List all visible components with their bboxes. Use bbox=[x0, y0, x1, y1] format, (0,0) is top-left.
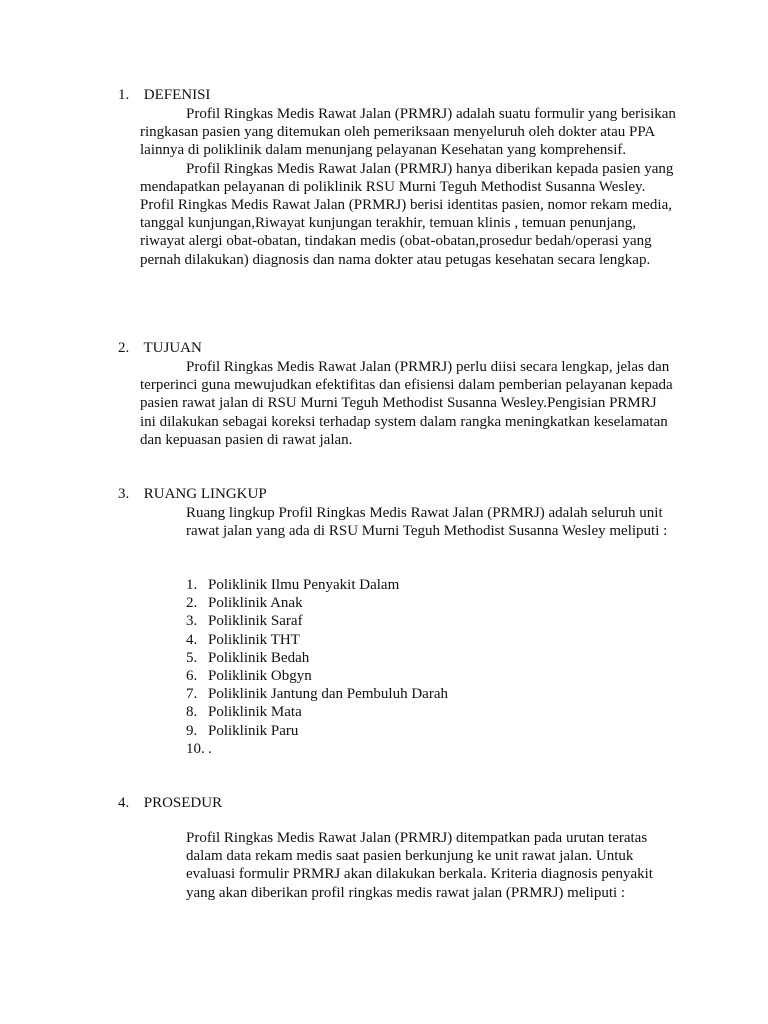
section-2-body bbox=[140, 358, 676, 449]
section-3-body bbox=[186, 504, 676, 540]
list-item: 1. Poliklinik Ilmu Penyakit Dalam bbox=[186, 577, 400, 593]
section-title: RUANG LINGKUP bbox=[143, 486, 267, 502]
list-item: 7. Poliklinik Jantung dan Pembuluh Darah bbox=[186, 686, 448, 703]
section-title: DEFENISI bbox=[143, 87, 211, 103]
section-2-heading bbox=[118, 340, 202, 357]
section-number: 3. bbox=[118, 486, 130, 502]
list-item: 4. Poliklinik THT bbox=[186, 631, 300, 648]
list-item: 3. Poliklinik Saraf bbox=[186, 613, 303, 630]
poliklinik-list bbox=[186, 576, 448, 758]
section-title: TUJUAN bbox=[143, 340, 202, 356]
list-item: 10. . bbox=[186, 740, 212, 757]
paragraph: Profil Ringkas Medis Rawat Jalan (PRMRJ) adalah suatu formulir yang berisikan ringkasan pasien yang ditemukan oleh pemeriksaan menyeluruh oleh dokter atau PPA lainnya di poliklinik dalam menunjang pelayanan Kesehatan yang komprehensif. bbox=[140, 106, 676, 159]
paragraph: Profil Ringkas Medis Rawat Jalan (PRMRJ) ditempatkan pada urutan teratas dalam data rekam medis saat pasien berkunjung ke unit rawat jalan. Untuk evaluasi formulir PRMRJ akan dilakukan berkala. Kriteria diagnosis penyakit yang akan diberikan profil ringkas medis rawat jalan (PRMRJ) meliputi : bbox=[186, 830, 653, 901]
list-item: 6. Poliklinik Obgyn bbox=[186, 668, 312, 685]
list-item: 8. Poliklinik Mata bbox=[186, 704, 302, 721]
section-number: 1. bbox=[118, 87, 130, 103]
paragraph: Profil Ringkas Medis Rawat Jalan (PRMRJ) perlu diisi secara lengkap, jelas dan terperinci guna mewujudkan efektifitas dan efisiensi dalam pemberian pelayanan kepada pasien rawat jalan di RSU Murni Teguh Methodist Susanna Wesley.Pengisian PRMRJ ini dilakukan sebagai koreksi terhadap system dalam rangka meningkatkan keselamatan dan kepuasan pasien di rawat jalan. bbox=[140, 359, 673, 448]
paragraph: Profil Ringkas Medis Rawat Jalan (PRMRJ) hanya diberikan kepada pasien yang mendapatkan pelayanan di poliklinik RSU Murni Teguh Methodist Susanna Wesley. Profil Ringkas Medis Rawat Jalan (PRMRJ) berisi identitas pasien, nomor rekam media, tanggal kunjungan,Riwayat kunjungan terakhir, temuan klinis , temuan penunjang, riwayat alergi obat-obatan, tindakan medis (obat-obatan,prosedur bedah/operasi yang pernah dilakukan) diagnosis dan nama dokter atau petugas kesehatan secara lengkap. bbox=[140, 160, 674, 268]
section-1-heading bbox=[118, 87, 210, 104]
list-item: 2. Poliklinik Anak bbox=[186, 595, 303, 612]
paragraph: Ruang lingkup Profil Ringkas Medis Rawat Jalan (PRMRJ) adalah seluruh unit rawat jalan yang ada di RSU Murni Teguh Methodist Susanna Wesley meliputi : bbox=[186, 505, 668, 540]
section-number: 2. bbox=[118, 340, 130, 356]
section-1-body bbox=[140, 105, 676, 269]
section-3-heading bbox=[118, 486, 267, 503]
section-4-heading bbox=[118, 795, 222, 812]
list-item: 5. Poliklinik Bedah bbox=[186, 649, 310, 666]
section-4-body bbox=[186, 829, 676, 902]
section-title: PROSEDUR bbox=[143, 795, 223, 811]
section-number: 4. bbox=[118, 795, 130, 811]
list-item: 9. Poliklinik Paru bbox=[186, 722, 299, 739]
